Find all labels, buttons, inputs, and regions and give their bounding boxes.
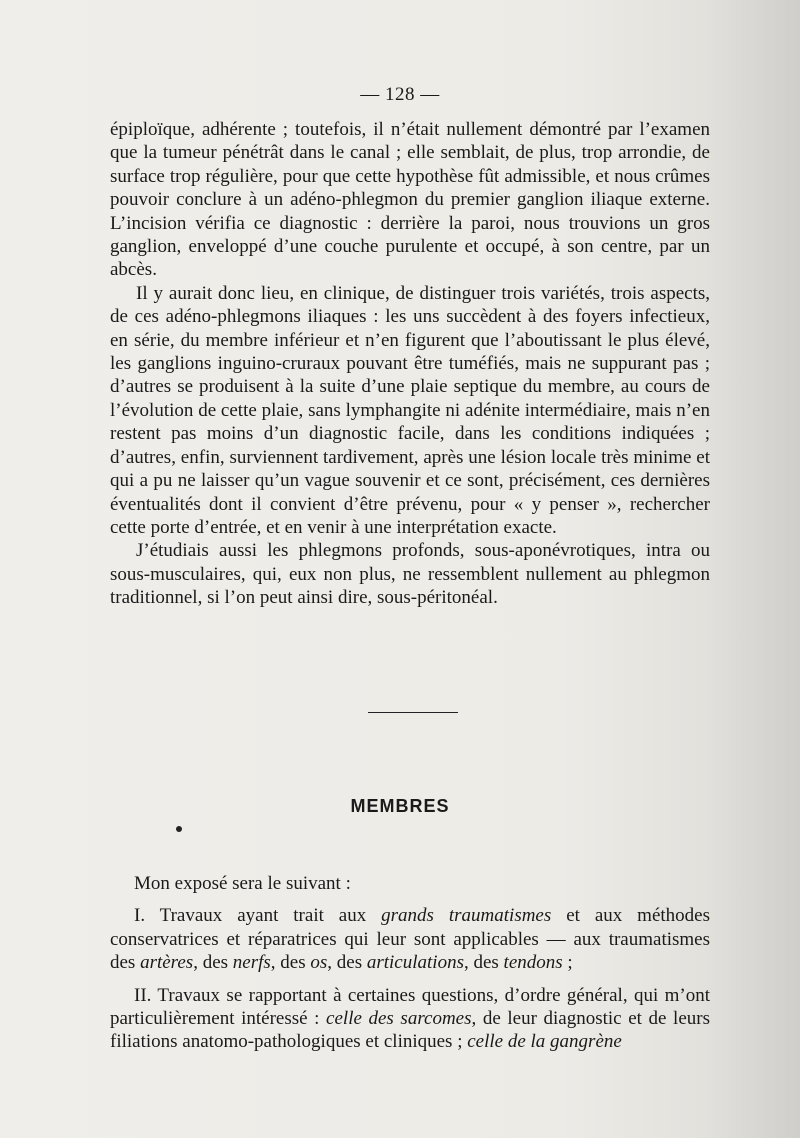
ink-dot bbox=[176, 826, 182, 832]
paragraph: épiploïque, adhérente ; toutefois, il n’était nullement démontré par l’examen que la tumeur pénétrât dans le canal ; elle semblait, de plus, trop arrondie, de surface trop régulière, pour que cette hypothèse fût admissible, et nous crûmes pouvoir conclure à un adéno-phlegmon du premier ganglion iliaque externe. L’incision vérifia ce diagnostic : derrière la paroi, nous trouvions un gros ganglion, enveloppé d’une couche purulente et occupé, à son centre, par un abcès. bbox=[110, 119, 710, 281]
paragraph: Il y aurait donc lieu, en clinique, de distinguer trois variétés, trois aspects, de ces adéno-phlegmons iliaques : les uns succèdent à des foyers infectieux, en série, du membre inférieur et n’en figurent que l’aboutissant le plus élevé, les ganglions inguino-cruraux pouvant être tuméfiés, mais ne suppurant pas ; d’autres se produisent à la suite d’une plaie septique du membre, au cours de l’évolution de cette plaie, sans lymphangite ni adénite intermédiaire, mais n’en restent pas moins d’un diagnostic facile, dans les conditions indiquées ; d’autres, enfin, surviennent tardivement, après une lésion locale très minime et qui a pu ne laisser qu’un vague souvenir et ce sont, précisément, ces dernières éventualités dont il convient d’être prévenu, pour « y penser », rechercher cette porte d’entrée, et en venir à une interprétation exacte. bbox=[110, 282, 710, 538]
page-number: — 128 — bbox=[360, 84, 440, 105]
section-list bbox=[110, 872, 710, 1063]
section-title: MEMBRES bbox=[350, 796, 450, 816]
body-text bbox=[110, 118, 710, 610]
paragraph: J’étudiais aussi les phlegmons profonds, sous-aponévrotiques, intra ou sous-musculaires, qui, eux non plus, ne ressemblent nullement au phlegmon traditionnel, si l’on peut ainsi dire, sous-péritonéal. bbox=[110, 540, 710, 609]
list-intro: Mon exposé sera le suivant : bbox=[134, 873, 351, 894]
list-item: I. Travaux ayant trait aux grands traumatismes et aux méthodes conservatrices et réparatrices qui leur sont applicables — aux traumatismes des artères, des nerfs, des os, des articulations, des tendons ; bbox=[110, 905, 710, 974]
list-item: II. Travaux se rapportant à certaines questions, d’ordre général, qui m’ont particulièrement intéressé : celle des sarcomes, de leur diagnostic et de leurs filiations anatomo-pathologiques et cliniques ; celle de la gangrène bbox=[110, 984, 710, 1053]
section-divider bbox=[368, 712, 458, 713]
